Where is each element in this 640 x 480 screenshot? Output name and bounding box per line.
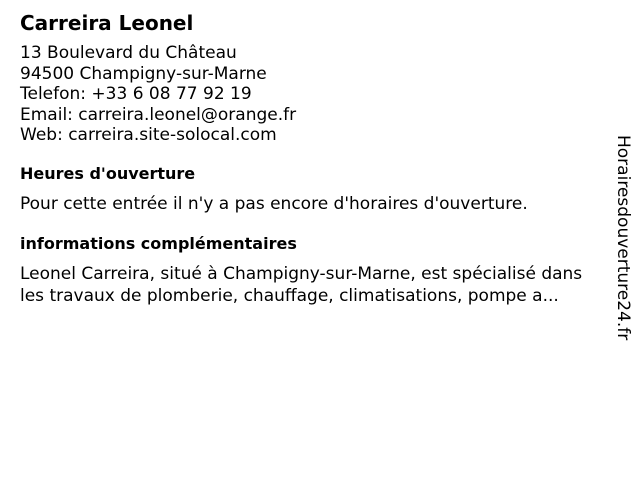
phone-line: Telefon: +33 6 08 77 92 19: [20, 84, 252, 104]
address-block: [20, 43, 592, 146]
additional-info-text: Leonel Carreira, situé à Champigny-sur-Marne, est spécialisé dans les travaux de plomberie, chauffage, climatisations, pompe a...: [20, 263, 583, 306]
additional-info-heading: informations complémentaires: [20, 233, 297, 253]
site-watermark: Horairesdouverture24.fr: [613, 135, 633, 341]
email-line: Email: carreira.leonel@orange.fr: [20, 104, 297, 125]
postal-city: 94500 Champigny-sur-Marne: [20, 63, 267, 84]
opening-hours-text: Pour cette entrée il n'y a pas encore d'horaires d'ouverture.: [20, 193, 528, 214]
website-line: Web: carreira.site-solocal.com: [20, 125, 277, 145]
business-name: Carreira Leonel: [20, 11, 194, 35]
street-address: 13 Boulevard du Château: [20, 43, 237, 63]
opening-hours-heading: Heures d'ouverture: [20, 163, 196, 183]
business-card: [20, 11, 592, 307]
